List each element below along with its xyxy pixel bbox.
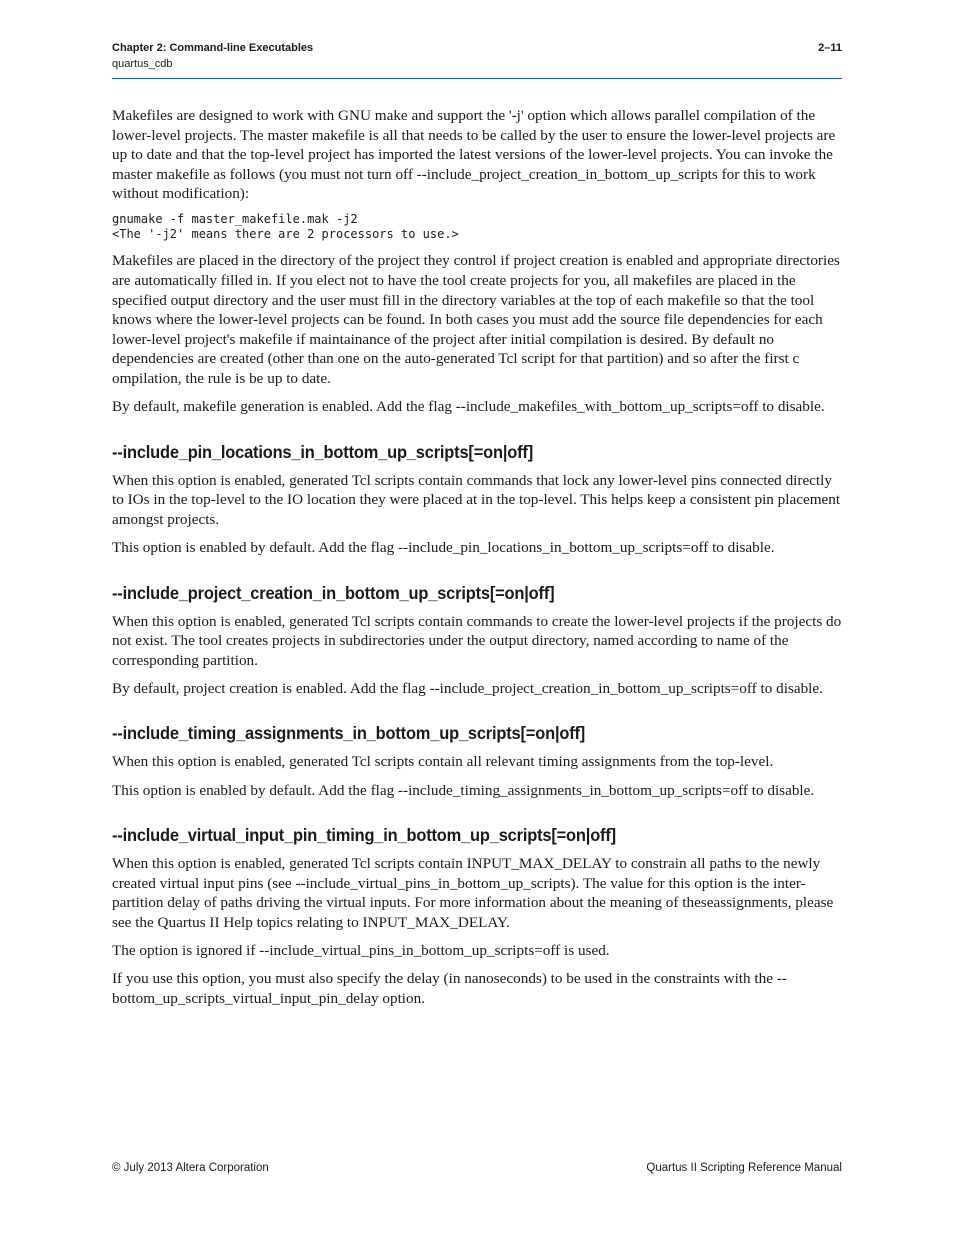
page-content	[112, 106, 844, 1017]
page-header	[112, 42, 842, 79]
page-number: 2–11	[818, 42, 842, 54]
section-heading-virtual-input-pin-timing: --include_virtual_input_pin_timing_in_bottom_up_scripts[=on|off]	[112, 825, 616, 846]
intro-paragraph-3: By default, makefile generation is enabled. Add the flag --include_makefiles_with_bottom_up_scripts=off to disable.	[112, 398, 825, 416]
section-subtitle: quartus_cdb	[112, 58, 173, 70]
section-paragraph: When this option is enabled, generated Tcl scripts contain INPUT_MAX_DELAY to constrain all paths to the newly created virtual input pins (see --include_virtual_pins_in_bottom_up_scripts). The value for this option is the inter-partition delay of paths driving the virtual inputs. For more information about the meaning of theseassignments, please see the Quartus II Help topics relating to INPUT_MAX_DELAY.	[112, 855, 834, 931]
intro-paragraph-1: Makefiles are designed to work with GNU make and support the '-j' option which allows parallel compilation of the lower-level projects. The master makefile is all that needs to be called by the user to ensure the lower-level projects are up to date and that the top-level project has imported the latest versions of the lower-level projects. You can invoke the master makefile as follows (you must not turn off --include_project_creation_in_bottom_up_scripts for this to work without modification):	[112, 107, 836, 203]
page-footer	[112, 1162, 842, 1178]
section-heading-timing-assignments: --include_timing_assignments_in_bottom_up_scripts[=on|off]	[112, 723, 586, 744]
section-heading-project-creation: --include_project_creation_in_bottom_up_scripts[=on|off]	[112, 582, 555, 603]
code-block: gnumake -f master_makefile.mak -j2 <The '-j2' means there are 2 processors to use.>	[112, 212, 459, 242]
section-paragraph: By default, project creation is enabled. Add the flag --include_project_creation_in_bottom_up_scripts=off to disable.	[112, 679, 823, 697]
section-paragraph: When this option is enabled, generated Tcl scripts contain commands to create the lower-level projects if the projects do not exist. The tool creates projects in subdirectories under the output directory, named according to name of the corresponding partition.	[112, 612, 842, 669]
section-heading-pin-locations: --include_pin_locations_in_bottom_up_scripts[=on|off]	[112, 441, 534, 462]
footer-manual-title: Quartus II Scripting Reference Manual	[646, 1162, 842, 1174]
section-paragraph: This option is enabled by default. Add the flag --include_timing_assignments_in_bottom_up_scripts=off to disable.	[112, 781, 815, 799]
chapter-title: Chapter 2: Command-line Executables	[112, 42, 314, 54]
section-paragraph: When this option is enabled, generated Tcl scripts contain commands that lock any lower-level pins connected directly to IOs in the top-level to the IO location they were placed at in the top-level. This helps keep a consistent pin placement amongst projects.	[112, 471, 841, 528]
section-paragraph: This option is enabled by default. Add the flag --include_pin_locations_in_bottom_up_scripts=off to disable.	[112, 539, 775, 556]
section-paragraph: When this option is enabled, generated Tcl scripts contain all relevant timing assignments from the top-level.	[112, 753, 774, 771]
section-paragraph: The option is ignored if --include_virtual_pins_in_bottom_up_scripts=off is used.	[112, 942, 610, 960]
section-paragraph: If you use this option, you must also specify the delay (in nanoseconds) to be used in the constraints with the --bottom_up_scripts_virtual_input_pin_delay option.	[112, 970, 787, 1007]
intro-paragraph-2: Makefiles are placed in the directory of the project they control if project creation is enabled and appropriate directories are automatically filled in. If you elect not to have the tool create projects for you, all makefiles are placed in the specified output directory and the user must fill in the directory variables at the top of each makefile so that the tool knows where the lower-level projects can be found. In both cases you must add the source file dependencies for each lower-level project's makefile if maintainance of the project after initial compilation is desired. By default no dependencies are created (other than one on the auto-generated Tcl script for that partition) and so after the first c ompilation, the rule is be up to date.	[112, 252, 840, 388]
footer-copyright: © July 2013 Altera Corporation	[112, 1162, 269, 1174]
